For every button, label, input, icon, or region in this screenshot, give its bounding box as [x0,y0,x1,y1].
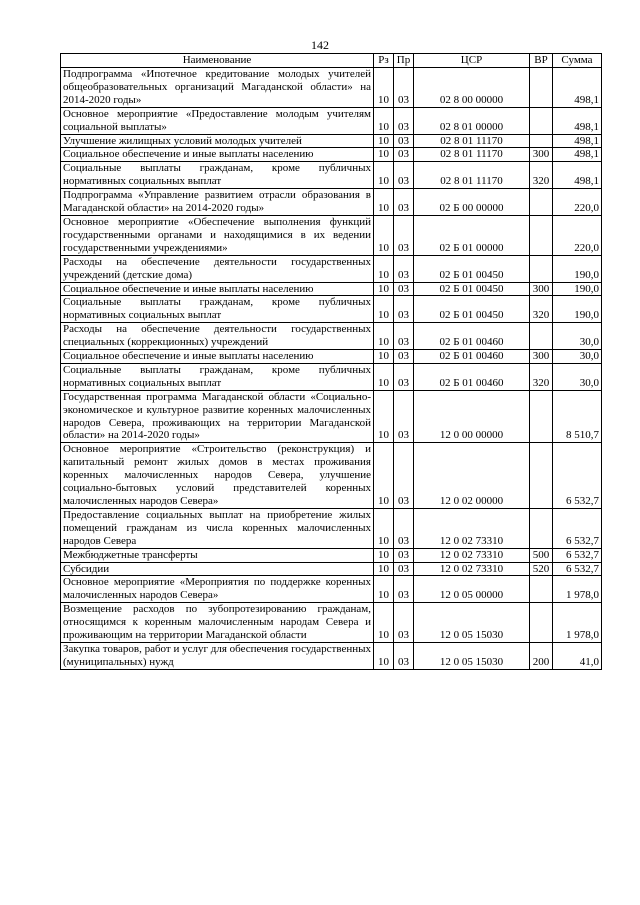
budget-table [60,53,602,670]
cell-pr: 03 [394,390,414,443]
cell-vr [530,68,553,108]
table-row [61,642,602,669]
cell-name: Межбюджетные трансферты [61,548,374,562]
cell-name: Основное мероприятие «Предоставление молодым учителям социальной выплаты» [61,107,374,134]
cell-rz: 10 [374,296,394,323]
cell-csr: 02 Б 00 00000 [414,189,530,216]
cell-name: Субсидии [61,562,374,576]
cell-rz: 10 [374,189,394,216]
cell-rz: 10 [374,107,394,134]
cell-pr: 03 [394,508,414,548]
cell-rz: 10 [374,443,394,509]
cell-name: Социальные выплаты гражданам, кроме публичных нормативных социальных выплат [61,162,374,189]
cell-csr: 02 Б 01 00450 [414,296,530,323]
cell-csr: 02 Б 01 00000 [414,215,530,255]
table-row [61,443,602,509]
cell-pr: 03 [394,134,414,148]
cell-name: Подпрограмма «Ипотечное кредитование молодых учителей общеобразовательных организаций Магаданской области» на 2014-2020 годы» [61,68,374,108]
cell-csr: 12 0 00 00000 [414,390,530,443]
cell-rz: 10 [374,562,394,576]
cell-name: Основное мероприятие «Мероприятия по поддержке коренных малочисленных народов Севера» [61,576,374,603]
cell-pr: 03 [394,562,414,576]
cell-pr: 03 [394,282,414,296]
table-row [61,282,602,296]
cell-csr: 12 0 02 00000 [414,443,530,509]
cell-rz: 10 [374,282,394,296]
cell-pr: 03 [394,443,414,509]
cell-pr: 03 [394,215,414,255]
cell-name: Расходы на обеспечение деятельности государственных специальных (коррекционных) учреждений [61,323,374,350]
cell-vr [530,603,553,643]
cell-sum: 190,0 [553,282,602,296]
cell-sum: 30,0 [553,323,602,350]
cell-pr: 03 [394,255,414,282]
cell-csr: 02 Б 01 00450 [414,255,530,282]
cell-pr: 03 [394,107,414,134]
cell-vr: 520 [530,562,553,576]
table-row [61,255,602,282]
cell-sum: 498,1 [553,68,602,108]
table-header [61,54,602,68]
cell-sum: 1 978,0 [553,603,602,643]
cell-sum: 41,0 [553,642,602,669]
table-row [61,350,602,364]
cell-csr: 12 0 05 15030 [414,642,530,669]
cell-vr [530,215,553,255]
table-row [61,576,602,603]
cell-vr [530,576,553,603]
cell-rz: 10 [374,390,394,443]
cell-sum: 220,0 [553,215,602,255]
cell-vr [530,189,553,216]
cell-pr: 03 [394,363,414,390]
cell-name: Основное мероприятие «Строительство (реконструкция) и капитальный ремонт жилых домов в местах проживания коренных малочисленных народов Севера, улучшение социально-бытовых условий представителей коренных малочисленных народов Севера» [61,443,374,509]
table-row [61,68,602,108]
cell-name: Подпрограмма «Управление развитием отрасли образования в Магаданской области» на 2014-2020 годы» [61,189,374,216]
cell-vr [530,508,553,548]
column-header-vr: ВР [530,54,553,68]
cell-vr: 320 [530,162,553,189]
table-row [61,562,602,576]
cell-name: Расходы на обеспечение деятельности государственных учреждений (детские дома) [61,255,374,282]
cell-csr: 12 0 05 15030 [414,603,530,643]
cell-name: Закупка товаров, работ и услуг для обеспечения государственных (муниципальных) нужд [61,642,374,669]
cell-rz: 10 [374,68,394,108]
cell-csr: 02 Б 01 00460 [414,363,530,390]
cell-name: Социальные выплаты гражданам, кроме публичных нормативных социальных выплат [61,363,374,390]
cell-vr: 200 [530,642,553,669]
cell-sum: 30,0 [553,363,602,390]
cell-sum: 8 510,7 [553,390,602,443]
cell-pr: 03 [394,189,414,216]
cell-csr: 02 8 00 00000 [414,68,530,108]
cell-csr: 02 8 01 00000 [414,107,530,134]
cell-rz: 10 [374,148,394,162]
cell-sum: 498,1 [553,134,602,148]
table-row [61,296,602,323]
cell-pr: 03 [394,603,414,643]
cell-csr: 02 8 01 11170 [414,148,530,162]
cell-name: Государственная программа Магаданской области «Социально-экономическое и культурное развитие коренных малочисленных народов Севера, проживающих на территории Магаданской области» на 2014-2020 годы» [61,390,374,443]
cell-vr: 500 [530,548,553,562]
column-header-sum: Сумма [553,54,602,68]
cell-vr [530,134,553,148]
cell-rz: 10 [374,162,394,189]
cell-csr: 12 0 02 73310 [414,548,530,562]
cell-rz: 10 [374,508,394,548]
cell-sum: 190,0 [553,296,602,323]
cell-vr: 300 [530,148,553,162]
cell-vr: 300 [530,350,553,364]
cell-pr: 03 [394,68,414,108]
cell-vr [530,107,553,134]
cell-pr: 03 [394,548,414,562]
cell-rz: 10 [374,215,394,255]
column-header-pr: Пр [394,54,414,68]
table-body [61,68,602,670]
cell-pr: 03 [394,162,414,189]
column-header-name: Наименование [61,54,374,68]
cell-sum: 498,1 [553,162,602,189]
table-row [61,548,602,562]
table-row [61,215,602,255]
table-row [61,603,602,643]
cell-sum: 220,0 [553,189,602,216]
table-row [61,390,602,443]
cell-sum: 190,0 [553,255,602,282]
cell-csr: 02 Б 01 00450 [414,282,530,296]
cell-name: Основное мероприятие «Обеспечение выполнения функций государственными органами и находящимися в их ведении государственными учреждениями» [61,215,374,255]
cell-rz: 10 [374,134,394,148]
cell-pr: 03 [394,148,414,162]
cell-vr [530,323,553,350]
cell-pr: 03 [394,296,414,323]
cell-name: Социальное обеспечение и иные выплаты населению [61,350,374,364]
cell-csr: 02 8 01 11170 [414,134,530,148]
column-header-csr: ЦСР [414,54,530,68]
cell-rz: 10 [374,323,394,350]
cell-vr [530,443,553,509]
cell-sum: 6 532,7 [553,562,602,576]
cell-sum: 6 532,7 [553,508,602,548]
cell-vr: 300 [530,282,553,296]
table-row [61,189,602,216]
cell-name: Возмещение расходов по зубопротезированию гражданам, относящимся к коренным малочисленным народам Севера и проживающим на территории Магаданской области [61,603,374,643]
cell-rz: 10 [374,603,394,643]
cell-csr: 02 8 01 11170 [414,162,530,189]
table-row [61,162,602,189]
cell-vr: 320 [530,363,553,390]
cell-pr: 03 [394,323,414,350]
cell-sum: 498,1 [553,107,602,134]
cell-pr: 03 [394,350,414,364]
cell-name: Социальное обеспечение и иные выплаты населению [61,148,374,162]
cell-rz: 10 [374,548,394,562]
cell-sum: 1 978,0 [553,576,602,603]
cell-pr: 03 [394,642,414,669]
cell-rz: 10 [374,255,394,282]
cell-name: Улучшение жилищных условий молодых учителей [61,134,374,148]
table-row [61,323,602,350]
cell-csr: 12 0 02 73310 [414,562,530,576]
cell-rz: 10 [374,576,394,603]
cell-name: Социальные выплаты гражданам, кроме публичных нормативных социальных выплат [61,296,374,323]
cell-vr [530,255,553,282]
table-row [61,363,602,390]
table-row [61,107,602,134]
cell-csr: 12 0 05 00000 [414,576,530,603]
cell-sum: 6 532,7 [553,548,602,562]
page-number: 142 [311,38,329,52]
table-row [61,508,602,548]
cell-vr [530,390,553,443]
cell-pr: 03 [394,576,414,603]
table-row [61,134,602,148]
cell-rz: 10 [374,363,394,390]
cell-sum: 498,1 [553,148,602,162]
column-header-rz: Рз [374,54,394,68]
cell-name: Социальное обеспечение и иные выплаты населению [61,282,374,296]
cell-name: Предоставление социальных выплат на приобретение жилых помещений гражданам из числа коренных малочисленных народов Севера [61,508,374,548]
cell-sum: 6 532,7 [553,443,602,509]
table-row [61,148,602,162]
cell-csr: 12 0 02 73310 [414,508,530,548]
cell-vr: 320 [530,296,553,323]
cell-rz: 10 [374,642,394,669]
cell-sum: 30,0 [553,350,602,364]
cell-rz: 10 [374,350,394,364]
cell-csr: 02 Б 01 00460 [414,323,530,350]
cell-csr: 02 Б 01 00460 [414,350,530,364]
